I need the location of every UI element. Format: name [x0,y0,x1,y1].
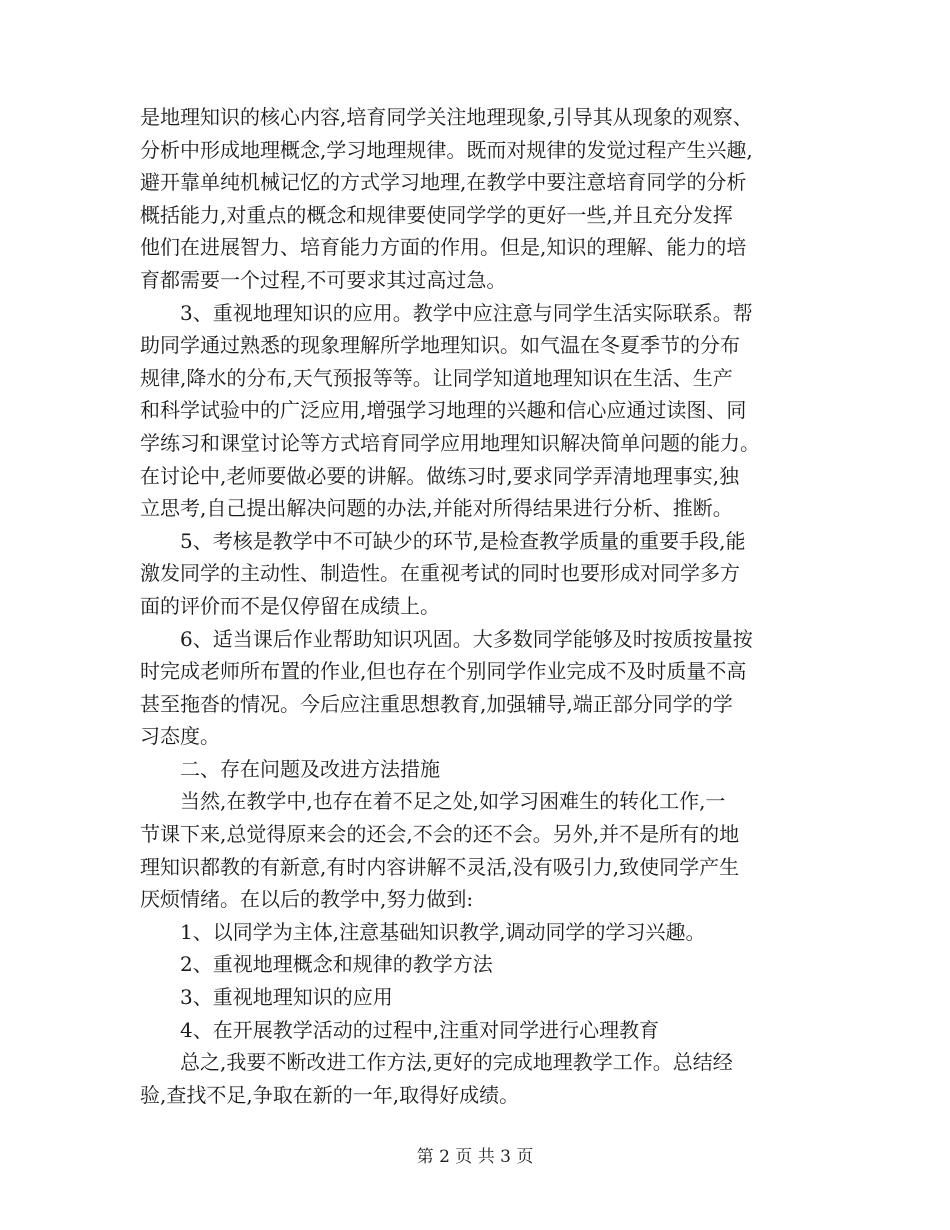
text-line: 立思考,自己提出解决问题的办法,并能对所得结果进行分析、推断。 [140,496,733,521]
text-line: 3、重视地理知识的应用 [180,985,393,1010]
text-line: 二、存在问题及改进方法措施 [180,756,440,781]
text-line: 概括能力,对重点的概念和规律要使同学学的更好一些,并且充分发挥 [140,202,733,227]
text-line: 是地理知识的核心内容,培育同学关注地理现象,引导其从现象的观察、 [140,105,753,129]
text-line: 理知识都教的有新意,有时内容讲解不灵活,没有吸引力,致使同学产生 [140,854,740,879]
text-line: 激发同学的主动性、制造性。在重视考试的同时也要形成对同学多方 [140,561,740,586]
text-line: 厌烦情绪。在以后的教学中,努力做到: [140,887,474,912]
text-line: 总之,我要不断改进工作方法,更好的完成地理教学工作。总结经 [180,1050,733,1075]
text-line: 验,查找不足,争取在新的一年,取得好成绩。 [140,1082,520,1107]
text-line: 2、重视地理概念和规律的教学方法 [180,952,493,977]
text-line: 在讨论中,老师要做必要的讲解。做练习时,要求同学弄清地理事实,独 [140,463,740,488]
text-line: 6、适当课后作业帮助知识巩固。大多数同学能够及时按质按量按 [180,626,753,651]
text-line: 助同学通过熟悉的现象理解所学地理知识。如气温在冬夏季节的分布 [140,333,740,358]
text-line: 规律,降水的分布,天气预报等等。让同学知道地理知识在生活、生产 [140,365,733,390]
text-line: 习态度。 [140,724,220,749]
text-line: 学练习和课堂讨论等方式培育同学应用地理知识解决简单问题的能力。 [140,430,760,455]
text-line: 时完成老师所布置的作业,但也存在个别同学作业完成不及时质量不高 [140,659,747,684]
document-body [140,101,812,1111]
text-line: 面的评价而不是仅停留在成绩上。 [140,593,440,618]
text-line: 4、在开展教学活动的过程中,注重对同学进行心理教育 [180,1017,660,1042]
text-line: 避开靠单纯机械记忆的方式学习地理,在教学中要注意培育同学的分析 [140,170,747,195]
text-line: 节课下来,总觉得原来会的还会,不会的还不会。另外,并不是所有的地 [140,822,740,847]
text-line: 3、重视地理知识的应用。教学中应注意与同学生活实际联系。帮 [180,300,753,325]
text-line: 5、考核是教学中不可缺少的环节,是检查教学质量的重要手段,能 [180,528,746,553]
text-line: 甚至拖沓的情况。今后应注重思想教育,加强辅导,端正部分同学的学 [140,691,733,716]
text-line: 和科学试验中的广泛应用,增强学习地理的兴趣和信心应通过读图、同 [140,398,747,423]
text-line: 分析中形成地理概念,学习地理规律。既而对规律的发觉过程产生兴趣, [140,137,753,162]
text-line: 当然,在教学中,也存在着不足之处,如学习困难生的转化工作,一 [180,789,726,814]
page-number-footer: 第 2 页 共 3 页 [416,1147,534,1167]
text-line: 育都需要一个过程,不可要求其过高过急。 [140,267,507,292]
text-line: 1、以同学为主体,注意基础知识教学,调动同学的学习兴趣。 [180,919,706,944]
text-line: 他们在进展智力、培育能力方面的作用。但是,知识的理解、能力的培 [140,235,747,260]
